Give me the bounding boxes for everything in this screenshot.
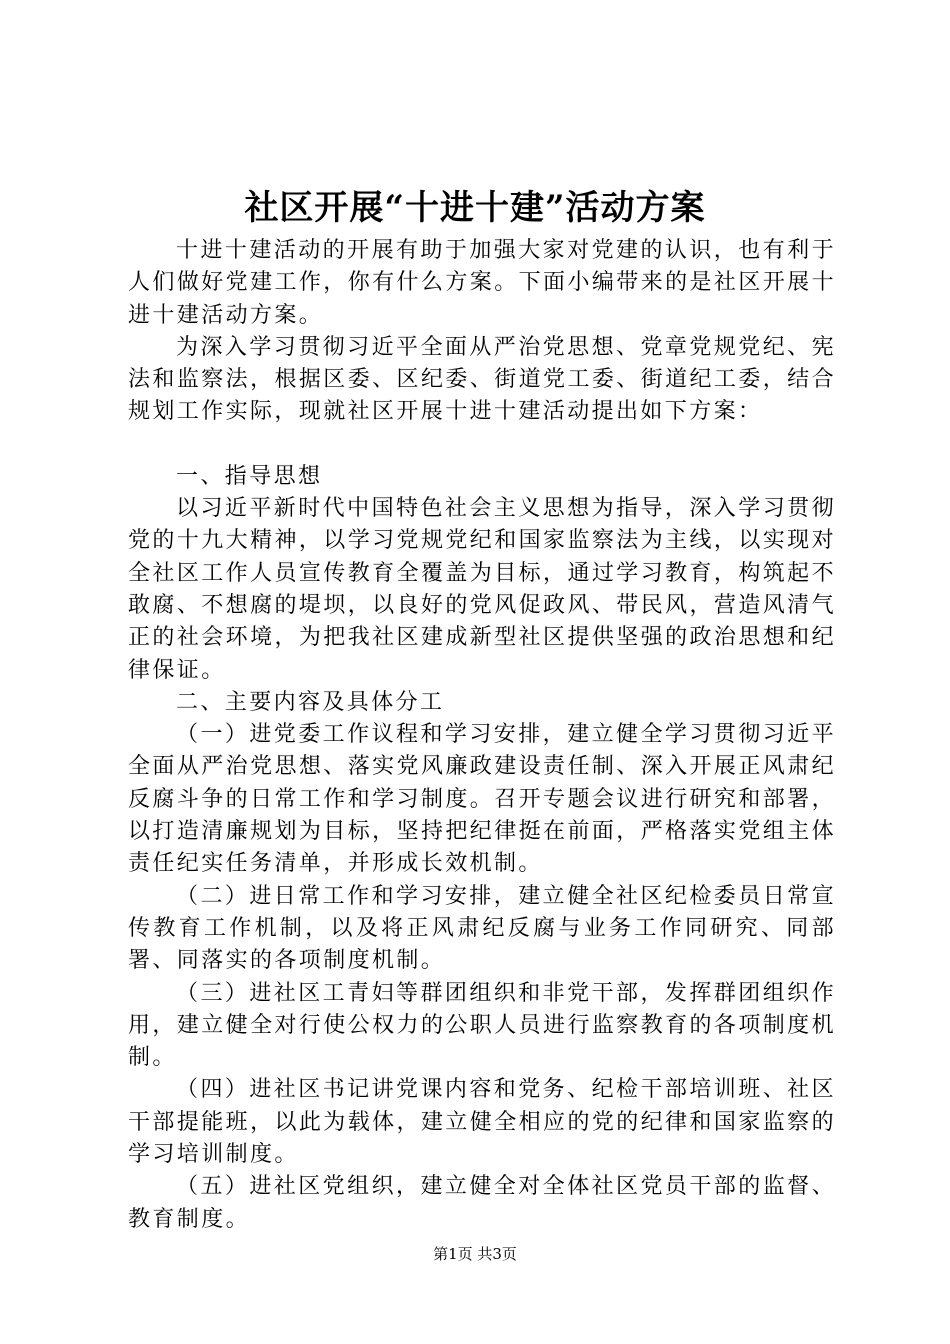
- guiding-thought-paragraph: 以习近平新时代中国特色社会主义思想为指导，深入学习贯彻党的十九大精神，以学习党规党纪和国家监察法为主线，以实现对全社区工作人员宣传教育全覆盖为目标，通过学习教育，构筑起不敢腐、不想腐的堤坝，以良好的党风促政风、带民风，营造风清气正的社会环境，为把我社区建成新型社区提供坚强的政治思想和纪律保证。: [128, 496, 836, 683]
- section-heading-guiding-thought: 一、指导思想: [176, 463, 323, 489]
- intro-paragraph: 十进十建活动的开展有助于加强大家对党建的认识，也有利于人们做好党建工作，你有什么方案。下面小编带来的是社区开展十进十建活动方案。: [128, 238, 836, 328]
- document-title: 社区开展“十进十建”活动方案: [244, 188, 706, 228]
- item-5-paragraph: （五）进社区党组织，建立健全对全体社区党员干部的监督、教育制度。: [128, 1174, 836, 1232]
- section-heading-main-content: 二、主要内容及具体分工: [176, 689, 445, 715]
- item-3-paragraph: （三）进社区工青妇等群团组织和非党干部，发挥群团组织作用，建立健全对行使公权力的公职人员进行监察教育的各项制度机制。: [128, 980, 836, 1071]
- document-body: [128, 235, 836, 1236]
- item-1-paragraph: （一）进党委工作议程和学习安排，建立健全学习贯彻习近平全面从严治党思想、落实党风廉政建设责任制、深入开展正风肃纪反腐斗争的日常工作和学习制度。召开专题会议进行研究和部署，以打造清廉规划为目标，坚持把纪律挺在前面，严格落实党组主体责任纪实任务清单，并形成长效机制。: [128, 722, 836, 877]
- item-4-paragraph: （四）进社区书记讲党课内容和党务、纪检干部培训班、社区干部提能班，以此为载体，建立健全相应的党的纪律和国家监察的学习培训制度。: [128, 1077, 836, 1168]
- page-number-footer: 第1页 共3页: [433, 1245, 517, 1263]
- purpose-paragraph: 为深入学习贯彻习近平全面从严治党思想、党章党规党纪、宪法和监察法，根据区委、区纪委、街道党工委、街道纪工委，结合规划工作实际，现就社区开展十进十建活动提出如下方案：: [128, 334, 836, 425]
- item-2-paragraph: （二）进日常工作和学习安排，建立健全社区纪检委员日常宣传教育工作机制，以及将正风肃纪反腐与业务工作同研究、同部署、同落实的各项制度机制。: [128, 883, 836, 974]
